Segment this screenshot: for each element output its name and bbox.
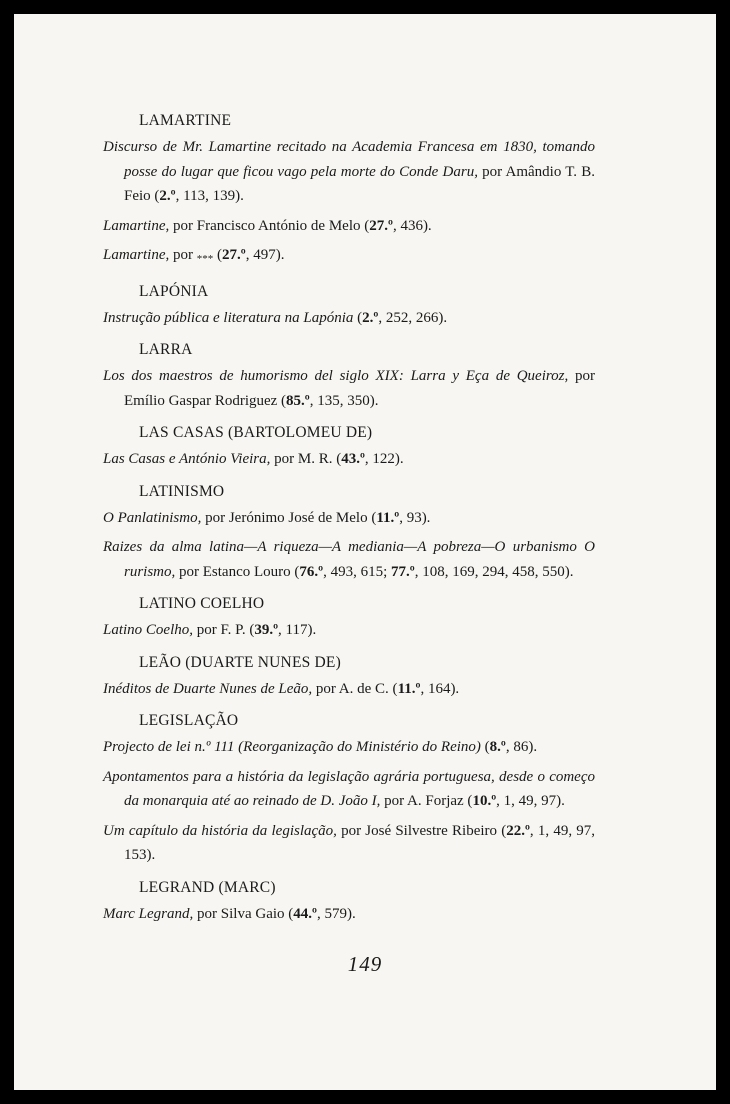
entry-author: por José Silvestre Ribeiro (: [341, 822, 507, 839]
entry-pages: , 117).: [278, 622, 317, 638]
section-heading: LEGRAND (MARC): [139, 878, 276, 896]
entry-title: O Panlatinismo,: [103, 509, 202, 526]
entry-title: Inéditos de Duarte Nunes de Leão,: [103, 680, 313, 697]
entry-volume: 2.º: [362, 309, 379, 326]
entry-volume: 27.º: [222, 247, 246, 263]
section-las-casas: [103, 418, 595, 472]
entry-author: por M. R. (: [274, 451, 342, 467]
entry-volume: 10.º: [472, 793, 497, 809]
section-legislacao: [103, 706, 595, 868]
index-entry: [103, 618, 595, 643]
index-entry: [103, 765, 595, 814]
entry-author: por Francisco António de Melo (: [173, 217, 370, 234]
book-page: [14, 14, 716, 1090]
entry-title: Apontamentos para a história da legislação agrária portuguesa, desde o começo da monarquia até ao reinado de D. João I,: [103, 768, 595, 809]
index-entry: [103, 902, 595, 927]
entry-author: (: [357, 309, 363, 326]
index-entry: [103, 819, 595, 868]
section-heading: LAPÓNIA: [139, 282, 209, 300]
entry-volume: 11.º: [376, 509, 400, 526]
entry-title: Lamartine,: [103, 247, 170, 263]
index-entry: [103, 214, 595, 239]
entry-title: Projecto de lei n.º 111 (Reorganização do Ministério do Reino): [103, 739, 481, 755]
entry-author: por Amândio T. B. Feio (: [124, 163, 596, 204]
section-legrand: [103, 873, 595, 927]
entry-author: por Estanco Louro (: [179, 563, 300, 580]
index-entry: [103, 306, 595, 331]
section-latinismo: [103, 477, 595, 585]
entry-pages: , 122).: [364, 451, 404, 467]
entry-volume: 27.º: [369, 217, 393, 234]
entry-pages: , 436).: [392, 217, 432, 234]
entry-pages: , 1, 49, 97).: [496, 793, 565, 809]
entry-volume: 11.º: [397, 680, 421, 697]
entry-author: por A. Forjaz (: [384, 793, 473, 809]
entry-title: Instrução pública e literatura na Lapónia: [103, 309, 354, 326]
section-heading: LATINISMO: [139, 482, 225, 500]
entry-volume: 39.º: [254, 622, 279, 638]
section-heading: LAMARTINE: [139, 112, 232, 129]
entry-paren: (: [217, 247, 223, 263]
section-larra: [103, 335, 595, 413]
entry-author: (: [484, 739, 490, 755]
entry-author: por: [173, 247, 194, 263]
entry-title: Marc Legrand,: [103, 905, 194, 922]
entry-pages: , 164).: [420, 680, 460, 697]
entry-title: Raizes da alma latina—A riqueza—A mediania—A pobreza—O urbanismo O rurismo,: [103, 539, 595, 580]
entry-title: Las Casas e António Vieira,: [103, 451, 271, 467]
entry-pages: , 579).: [316, 905, 356, 922]
index-entry: [103, 243, 595, 272]
section-lamartine: [103, 106, 595, 272]
entry-pages: , 1, 49, 97, 153).: [124, 822, 596, 863]
section-heading: LEGISLAÇÃO: [139, 712, 239, 729]
entry-volume: 22.º: [506, 822, 530, 839]
index-entry: [103, 506, 595, 531]
entry-author: por F. P. (: [196, 622, 255, 638]
entry-author: por Silva Gaio (: [197, 905, 294, 922]
section-latino-coelho: [103, 589, 595, 643]
index-entry: [103, 135, 595, 209]
section-heading: LAS CASAS (BARTOLOMEU DE): [139, 424, 373, 441]
section-laponia: [103, 277, 595, 331]
index-entry: [103, 447, 595, 472]
entry-pages: , 493, 615;: [323, 563, 388, 580]
entry-volume: 43.º: [341, 451, 365, 467]
anonymous-stars: ***: [196, 253, 214, 265]
section-heading: LEÃO (DUARTE NUNES DE): [139, 653, 341, 671]
entry-title: Um capítulo da história da legislação,: [103, 822, 337, 839]
entry-pages: , 113, 139).: [175, 188, 244, 204]
entry-volume: 76.º: [299, 563, 324, 580]
entry-title: Los dos maestros de humorismo del siglo XIX: Larra y Eça de Queiroz,: [103, 368, 569, 384]
index-entry: [103, 364, 595, 413]
index-entry: [103, 677, 595, 702]
entry-volume-2: 77.º: [391, 563, 415, 580]
entry-title: Discurso de Mr. Lamartine recitado na Academia Francesa em 1830, tomando posse do lugar que ficou vago pela morte do Conde Daru,: [103, 139, 595, 180]
entry-pages: , 252, 266).: [378, 309, 448, 326]
entry-title: Lamartine,: [103, 217, 170, 234]
page-number: 149: [347, 952, 383, 976]
entry-volume: 2.º: [159, 188, 176, 204]
entry-volume: 44.º: [293, 905, 317, 922]
entry-volume: 85.º: [286, 392, 310, 409]
entry-author: por Jerónimo José de Melo (: [205, 509, 377, 526]
entry-pages: , 497).: [245, 247, 285, 263]
entry-volume: 8.º: [489, 739, 506, 755]
section-heading: LARRA: [139, 341, 193, 358]
entry-author: por A. de C. (: [315, 680, 398, 697]
index-entry: [103, 535, 595, 584]
entry-pages-2: , 108, 169, 294, 458, 550).: [414, 563, 574, 580]
section-heading: LATINO COELHO: [139, 595, 265, 612]
entry-pages: , 86).: [505, 739, 538, 755]
index-content: [103, 104, 595, 931]
entry-title: Latino Coelho,: [103, 622, 194, 638]
section-leao: [103, 648, 595, 702]
entry-pages: , 93).: [399, 509, 431, 526]
entry-pages: , 135, 350).: [309, 392, 379, 409]
entry-author: por Emílio Gaspar Rodriguez (: [124, 368, 595, 409]
index-entry: [103, 735, 595, 760]
